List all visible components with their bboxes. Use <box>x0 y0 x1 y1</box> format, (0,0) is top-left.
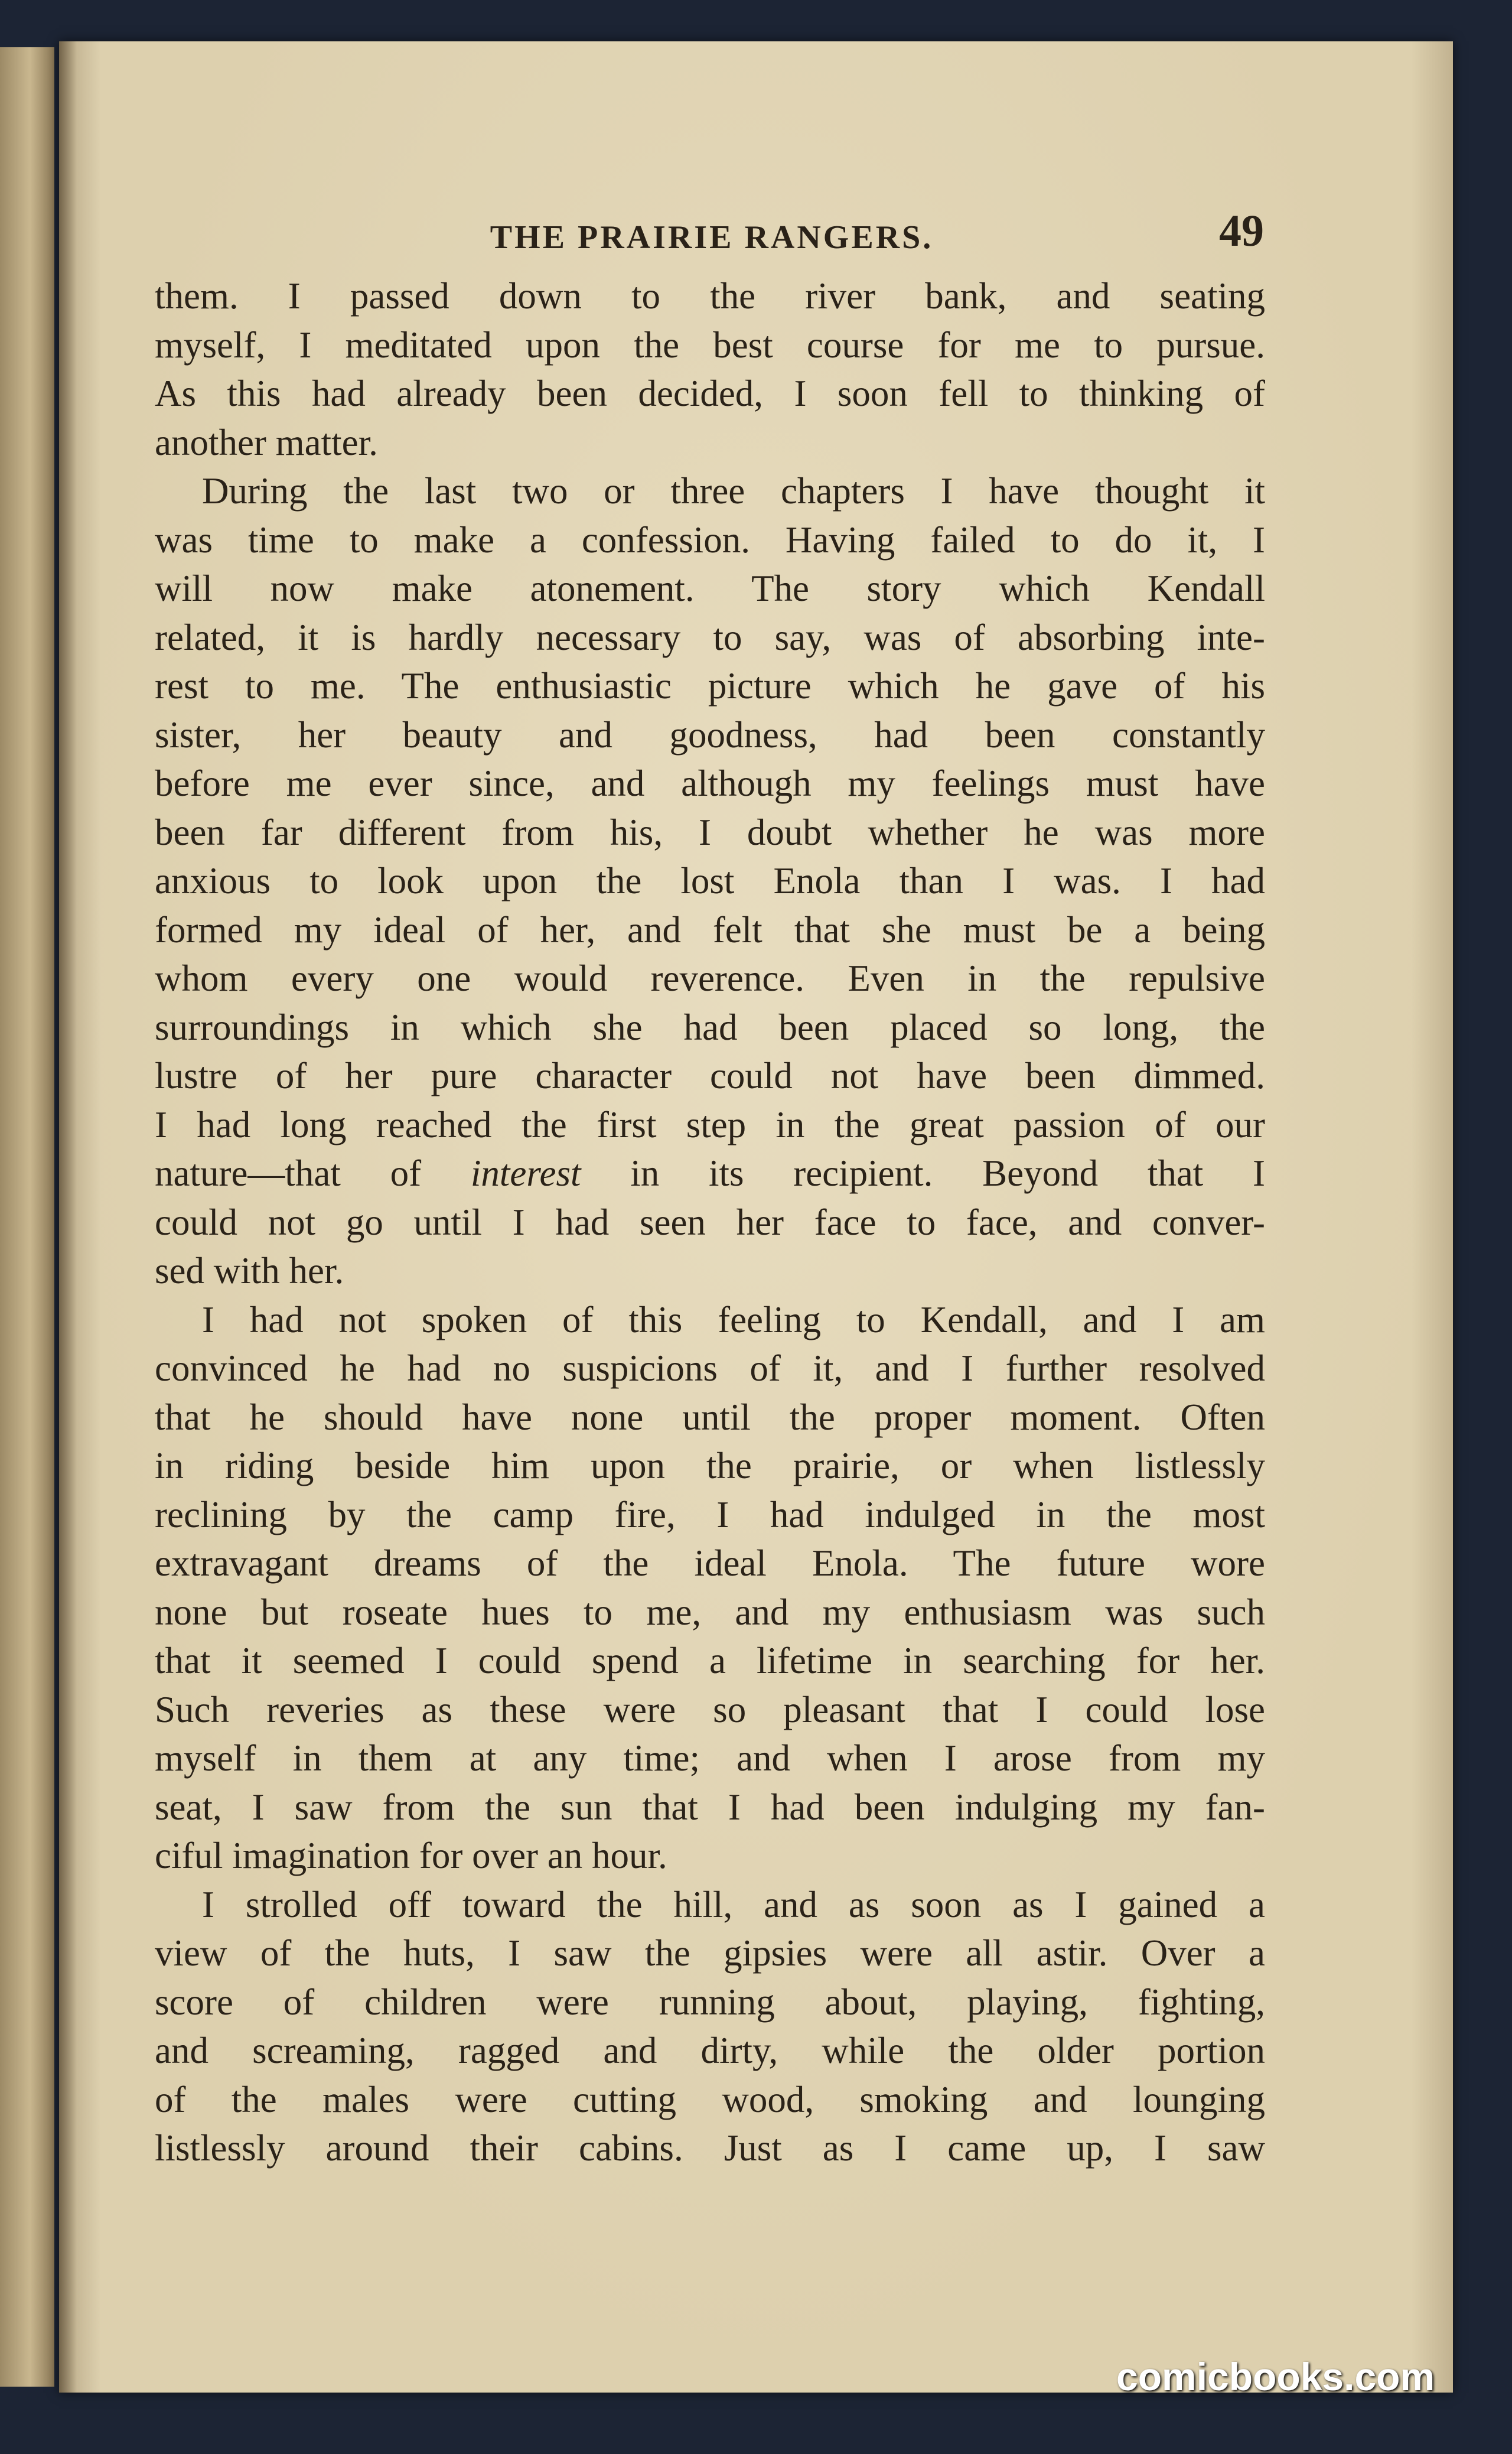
facing-page-edge <box>0 47 54 2387</box>
text-line: reclining by the camp fire, I had indulged in the most <box>155 1493 1265 1535</box>
text-line: that he should have none until the proper moment. Often <box>155 1396 1265 1438</box>
text-line: I strolled off toward the hill, and as soon as I gained a <box>202 1883 1265 1925</box>
page-number: 49 <box>1219 206 1264 256</box>
text-line: I had not spoken of this feeling to Kendall, and I am <box>202 1298 1265 1340</box>
text-line: lustre of her pure character could not have been dimmed. <box>155 1055 1265 1096</box>
text-line: myself, I meditated upon the best course for me to pursue. <box>155 324 1265 366</box>
text-line: rest to me. The enthusiastic picture which he gave of his <box>155 665 1265 707</box>
spine-shadow <box>59 41 77 2393</box>
text-line: before me ever since, and although my feelings must have <box>155 763 1265 804</box>
text-line: myself in them at any time; and when I arose from my <box>155 1737 1265 1779</box>
text-line: of the males were cutting wood, smoking and lounging <box>155 2078 1265 2120</box>
text-line: I had long reached the first step in the great passion of our <box>155 1104 1265 1145</box>
text-line: extravagant dreams of the ideal Enola. The future wore <box>155 1542 1265 1584</box>
text-line: During the last two or three chapters I have thought it <box>202 470 1265 512</box>
running-head-title: THE PRAIRIE RANGERS. <box>490 219 934 256</box>
text-line: whom every one would reverence. Even in the repulsive <box>155 958 1265 999</box>
text-line: sed with her. <box>155 1250 344 1291</box>
text-line: that it seemed I could spend a lifetime in searching for her. <box>155 1640 1265 1681</box>
text-line: another matter. <box>155 421 378 463</box>
text-line: convinced he had no suspicions of it, and I further resolved <box>155 1348 1265 1389</box>
text-segment: in its recipient. Beyond that I <box>581 1153 1265 1194</box>
text-line: will now make atonement. The story which Kendall <box>155 568 1265 609</box>
text-line: could not go until I had seen her face to face, and conver- <box>155 1201 1265 1243</box>
text-line: score of children were running about, playing, fighting, <box>155 1981 1265 2023</box>
text-line: view of the huts, I saw the gipsies were all astir. Over a <box>155 1932 1265 1974</box>
italic-word: interest <box>470 1153 581 1194</box>
text-line: As this had already been decided, I soon fell to thinking of <box>155 373 1265 414</box>
text-line: listlessly around their cabins. Just as I came up, I saw <box>155 2127 1265 2169</box>
body-text <box>155 272 1265 2173</box>
text-line <box>155 1149 1265 1198</box>
text-line: seat, I saw from the sun that I had been indulging my fan- <box>155 1786 1265 1828</box>
text-line: none but roseate hues to me, and my enthusiasm was such <box>155 1591 1265 1633</box>
text-line: sister, her beauty and goodness, had been constantly <box>155 714 1265 756</box>
text-line: was time to make a confession. Having failed to do it, I <box>155 519 1265 561</box>
text-line: anxious to look upon the lost Enola than I was. I had <box>155 860 1265 901</box>
text-line: in riding beside him upon the prairie, or when listlessly <box>155 1445 1265 1486</box>
text-line: them. I passed down to the river bank, and seating <box>155 275 1265 317</box>
text-line: ciful imagination for over an hour. <box>155 1835 667 1876</box>
text-segment: nature—that of <box>155 1153 471 1194</box>
text-line: Such reveries as these were so pleasant that I could lose <box>155 1688 1265 1730</box>
text-line: formed my ideal of her, and felt that she must be a being <box>155 909 1265 951</box>
text-line: related, it is hardly necessary to say, was of absorbing inte- <box>155 616 1265 658</box>
running-head <box>94 195 1264 260</box>
text-line: surroundings in which she had been placed so long, the <box>155 1006 1265 1048</box>
text-line: and screaming, ragged and dirty, while the older portion <box>155 2030 1265 2071</box>
watermark: comicbooks.com <box>1116 2355 1435 2398</box>
text-line: been far different from his, I doubt whether he was more <box>155 811 1265 853</box>
